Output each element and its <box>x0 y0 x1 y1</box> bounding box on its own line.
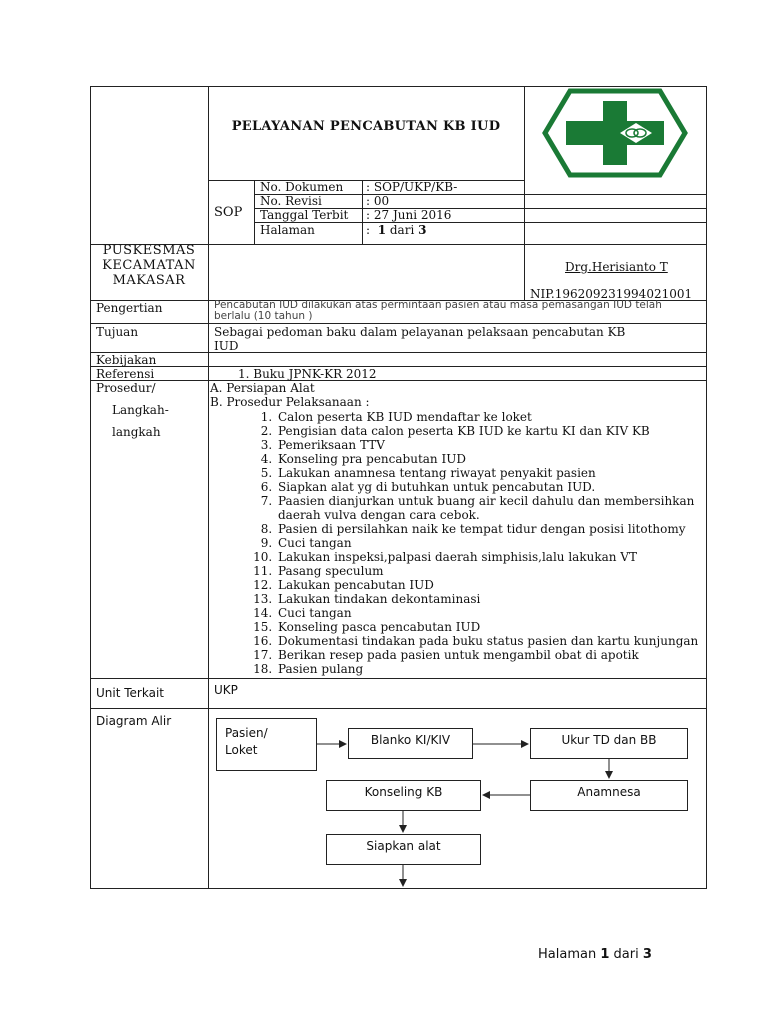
procedure-step: 10. Lakukan inspeksi,palpasi daerah simphisis,lalu lakukan VT <box>276 550 716 564</box>
issue-date-value: : 27 Juni 2016 <box>366 208 452 222</box>
procedure-step: 9. Cuci tangan <box>276 536 716 550</box>
pengertian-label: Pengertian <box>96 301 163 315</box>
referensi-label: Referensi <box>96 367 155 381</box>
pengertian-text: Pencabutan IUD dilakukan atas permintaan pasien atau masa pemasangan IUD telah berlalu (10 tahun ) <box>214 299 662 322</box>
unit-text: UKP <box>214 683 238 697</box>
procedure-step: 17. Berikan resep pada pasien untuk mengambil obat di apotik <box>276 648 716 662</box>
flow-box-siapkan: Siapkan alat <box>326 834 481 865</box>
procedure-step: 8. Pasien di persilahkan naik ke tempat tidur dengan posisi litothomy <box>276 522 716 536</box>
flow-box-blanko: Blanko KI/KIV <box>348 728 473 759</box>
doc-number-value: : SOP/UKP/KB- <box>366 180 458 194</box>
procedure-step: 13. Lakukan tindakan dekontaminasi <box>276 592 716 606</box>
procedure-step: 4. Konseling pra pencabutan IUD <box>276 452 716 466</box>
document-title: PELAYANAN PENCABUTAN KB IUD <box>231 119 501 134</box>
doc-number-label: No. Dokumen <box>260 180 344 194</box>
flow-box-konseling: Konseling KB <box>326 780 481 811</box>
procedure-step: 12. Lakukan pencabutan IUD <box>276 578 716 592</box>
signer-name: Drg.Herisianto T <box>565 260 668 274</box>
tujuan-label: Tujuan <box>96 325 139 339</box>
sop-label: SOP <box>214 205 243 220</box>
step-b: B. Prosedur Pelaksanaan : <box>210 395 370 409</box>
procedure-step: 18. Pasien pulang <box>276 662 716 676</box>
page-footer: Halaman 1 dari 3 <box>538 947 652 962</box>
signer-nip: NIP.196209231994021001 <box>530 287 693 301</box>
revision-label: No. Revisi <box>260 194 322 208</box>
procedure-step: 5. Lakukan anamnesa tentang riwayat penyakit pasien <box>276 466 716 480</box>
referensi-text: 1. Buku JPNK-KR 2012 <box>238 367 377 381</box>
procedure-step: 14. Cuci tangan <box>276 606 716 620</box>
langkah-label-2: langkah <box>112 425 161 439</box>
prosedur-label: Prosedur/ <box>96 381 156 395</box>
page-value: : 1 dari 3 <box>366 223 427 237</box>
flow-box-ukur: Ukur TD dan BB <box>530 728 688 759</box>
procedure-step: 3. Pemeriksaan TTV <box>276 438 716 452</box>
flow-box-pasien: Pasien/ Loket <box>216 718 317 771</box>
procedure-step: 11. Pasang speculum <box>276 564 716 578</box>
procedure-step: 2. Pengisian data calon peserta KB IUD ke kartu KI dan KIV KB <box>276 424 716 438</box>
issue-date-label: Tanggal Terbit <box>260 208 349 222</box>
tujuan-text: Sebagai pedoman baku dalam pelayanan pelaksaan pencabutan KB IUD <box>214 325 626 353</box>
revision-value: : 00 <box>366 194 390 208</box>
unit-label: Unit Terkait <box>96 686 164 700</box>
page-label: Halaman <box>260 223 315 237</box>
diagram-label: Diagram Alir <box>96 714 172 728</box>
step-a: A. Persiapan Alat <box>210 381 315 395</box>
procedure-step: 15. Konseling pasca pencabutan IUD <box>276 620 716 634</box>
langkah-label: Langkah- <box>112 403 169 417</box>
flow-box-anamnesa: Anamnesa <box>530 780 688 811</box>
procedure-step: 16. Dokumentasi tindakan pada buku status pasien dan kartu kunjungan <box>276 634 716 648</box>
procedure-step: 7. Paasien dianjurkan untuk buang air kecil dahulu dan membersihkan daerah vulva dengan cara cebok. <box>276 494 716 522</box>
procedure-step: 1. Calon peserta KB IUD mendaftar ke loket <box>276 410 716 424</box>
kebijakan-label: Kebijakan <box>96 353 157 367</box>
procedure-step: 6. Siapkan alat yg di butuhkan untuk pencabutan IUD. <box>276 480 716 494</box>
institution-name: PUSKESMAS KECAMATAN MAKASAR <box>102 243 196 288</box>
